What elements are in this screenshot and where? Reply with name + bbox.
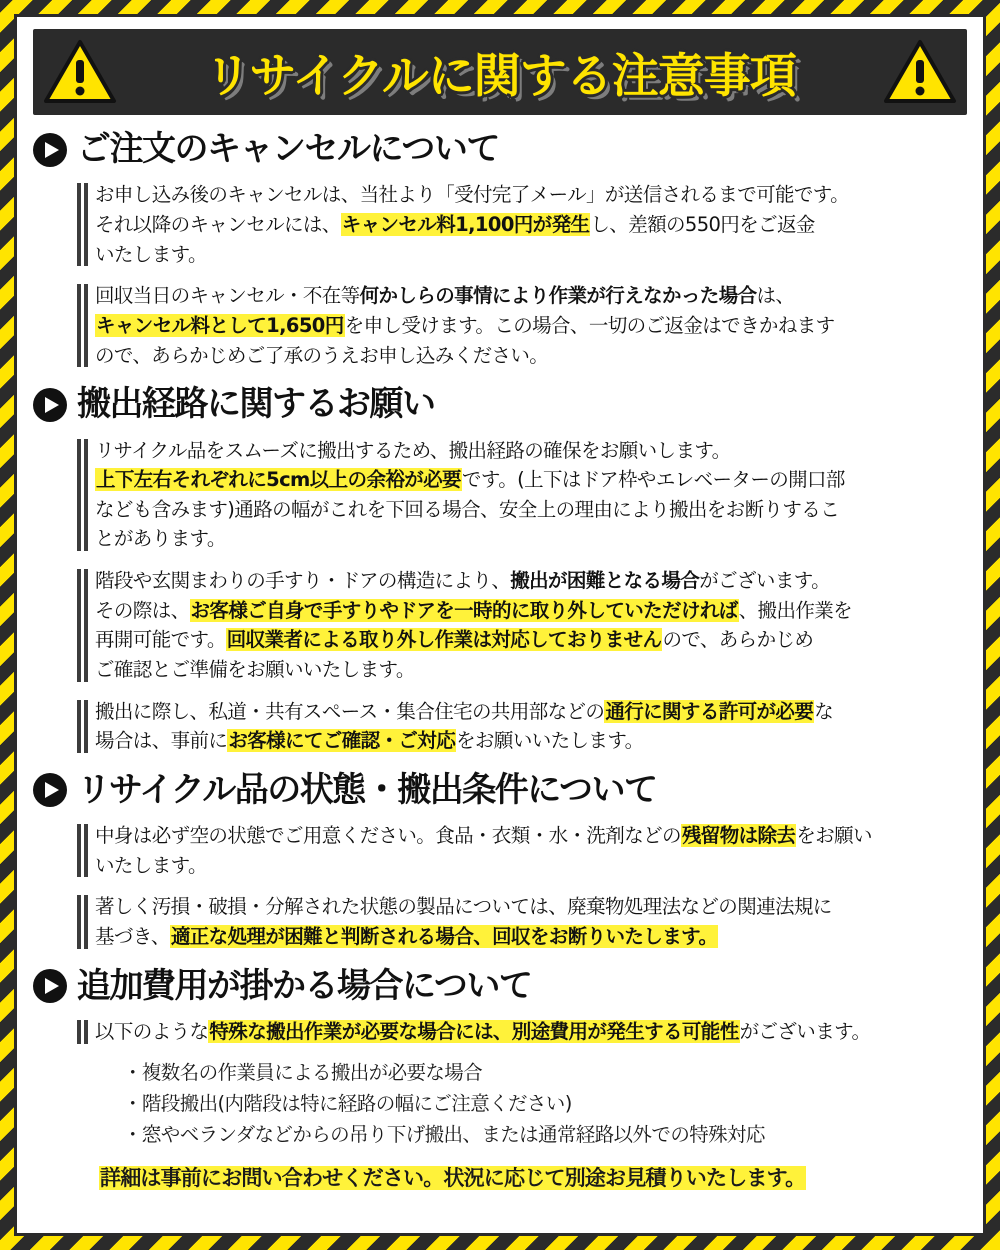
text: 搬出に際し、私道・共有スペース・集合住宅の共用部などの — [95, 699, 605, 723]
text: がございます。 — [699, 569, 830, 593]
paragraph — [77, 180, 967, 269]
highlighted-text: 回収業者による取り外し作業は対応しておりません — [226, 628, 662, 652]
section-title: リサイクル品の状態・搬出条件について — [77, 769, 657, 810]
highlighted-text: お客様ご自身で手すりやドアを一時的に取り外していただければ — [190, 598, 738, 622]
text: をお願い — [796, 824, 872, 848]
highlighted-text: お客様にてご確認・ご対応 — [228, 729, 456, 753]
paragraph — [77, 697, 967, 756]
text: それ以降のキャンセルには、 — [95, 213, 341, 237]
paragraph — [77, 1017, 967, 1047]
text: ご確認とご準備をお願いいたします。 — [95, 657, 415, 681]
warning-triangle-icon — [883, 39, 957, 105]
poster-content — [14, 14, 986, 1236]
section-title: 搬出経路に関するお願い — [77, 384, 435, 425]
sections-container — [33, 131, 967, 1192]
text: 以下のような — [95, 1020, 209, 1044]
section — [33, 131, 967, 370]
bold-text: 搬出が困難となる場合 — [510, 569, 700, 593]
text: 階段や玄関まわりの手すり・ドアの構造により、 — [95, 569, 511, 593]
highlighted-text: 詳細は事前にお問い合わせください。状況に応じて別途お見積りいたします。 — [100, 1166, 806, 1191]
page-title: リサイクルに関する注意事項 — [204, 48, 796, 104]
text: です。(上下はドア枠やエレベーターの開口部 — [461, 468, 845, 492]
highlighted-text: キャンセル料として1,650円 — [96, 313, 344, 337]
paragraph — [77, 436, 967, 555]
bold-text: 何かしらの事情により作業が行えなかった場合 — [359, 284, 757, 308]
text: いたします。 — [95, 853, 207, 877]
text: をお願いいたします。 — [456, 729, 644, 753]
text: は、 — [756, 284, 795, 308]
warning-triangle-icon — [43, 39, 117, 105]
text: 中身は必ず空の状態でご用意ください。食品・衣類・水・洗剤などの — [95, 824, 681, 848]
section — [33, 386, 967, 756]
section-heading — [33, 965, 967, 1006]
text: とがあります。 — [95, 527, 226, 551]
closing-note — [99, 1162, 967, 1192]
highlighted-text: 通行に関する許可が必要 — [605, 699, 814, 723]
paragraph — [77, 821, 967, 880]
section — [33, 769, 967, 952]
text: いたします。 — [95, 242, 207, 266]
play-triangle-icon — [33, 773, 67, 807]
play-triangle-icon — [33, 388, 67, 422]
list-item: ・複数名の作業員による搬出が必要な場合 — [123, 1060, 483, 1084]
text: 場合は、事前に — [95, 729, 228, 753]
text: ので、あらかじめご了承のうえお申し込みください。 — [95, 343, 549, 367]
paragraph — [77, 566, 967, 685]
header-banner — [33, 29, 967, 115]
text: お申し込み後のキャンセルは、当社より「受付完了メール」が送信されるまで可能です。 — [95, 183, 850, 207]
text: がございます。 — [739, 1020, 871, 1044]
play-triangle-icon — [33, 969, 67, 1003]
play-triangle-icon — [33, 133, 67, 167]
highlighted-text: 残留物は除去 — [681, 824, 796, 848]
paragraph — [77, 892, 967, 951]
highlighted-text: 特殊な搬出作業が必要な場合には、別途費用が発生する可能性 — [209, 1020, 739, 1044]
highlighted-text: 適正な処理が困難と判断される場合、回収をお断りいたします。 — [170, 925, 718, 949]
list-item: ・階段搬出(内階段は特に経路の幅にご注意ください) — [123, 1091, 572, 1115]
text: し、差額の550円をご返金 — [590, 213, 815, 237]
text: 基づき、 — [95, 925, 170, 949]
bullet-list — [123, 1057, 967, 1151]
paragraph — [77, 281, 967, 370]
text: 回収当日のキャンセル・不在等 — [95, 284, 360, 308]
text: 再開可能です。 — [95, 628, 226, 652]
text: な — [814, 699, 834, 723]
text: を申し受けます。この場合、一切のご返金はできかねます — [344, 313, 835, 337]
highlighted-text: キャンセル料1,100円が発生 — [341, 213, 590, 237]
section-heading — [33, 131, 967, 168]
list-item: ・窓やベランダなどからの吊り下げ搬出、または通常経路以外での特殊対応 — [123, 1123, 765, 1147]
section-title: ご注文のキャンセルについて — [77, 129, 499, 169]
section-heading — [33, 769, 967, 810]
text: ので、あらかじめ — [662, 628, 814, 652]
text: 、搬出作業を — [738, 598, 853, 622]
text: 著しく汚損・破損・分解された状態の製品については、廃棄物処理法などの関連法規に — [95, 895, 832, 919]
section-title: 追加費用が掛かる場合について — [77, 965, 532, 1006]
text: なども含みます)通路の幅がこれを下回る場合、安全上の理由により搬出をお断りするこ — [95, 497, 840, 521]
text: その際は、 — [95, 598, 190, 622]
text: リサイクル品をスムーズに搬出するため、搬出経路の確保をお願いします。 — [95, 438, 731, 462]
section-heading — [33, 386, 967, 423]
highlighted-text: 上下左右それぞれに5cm以上の余裕が必要 — [96, 468, 461, 492]
section — [33, 965, 967, 1193]
